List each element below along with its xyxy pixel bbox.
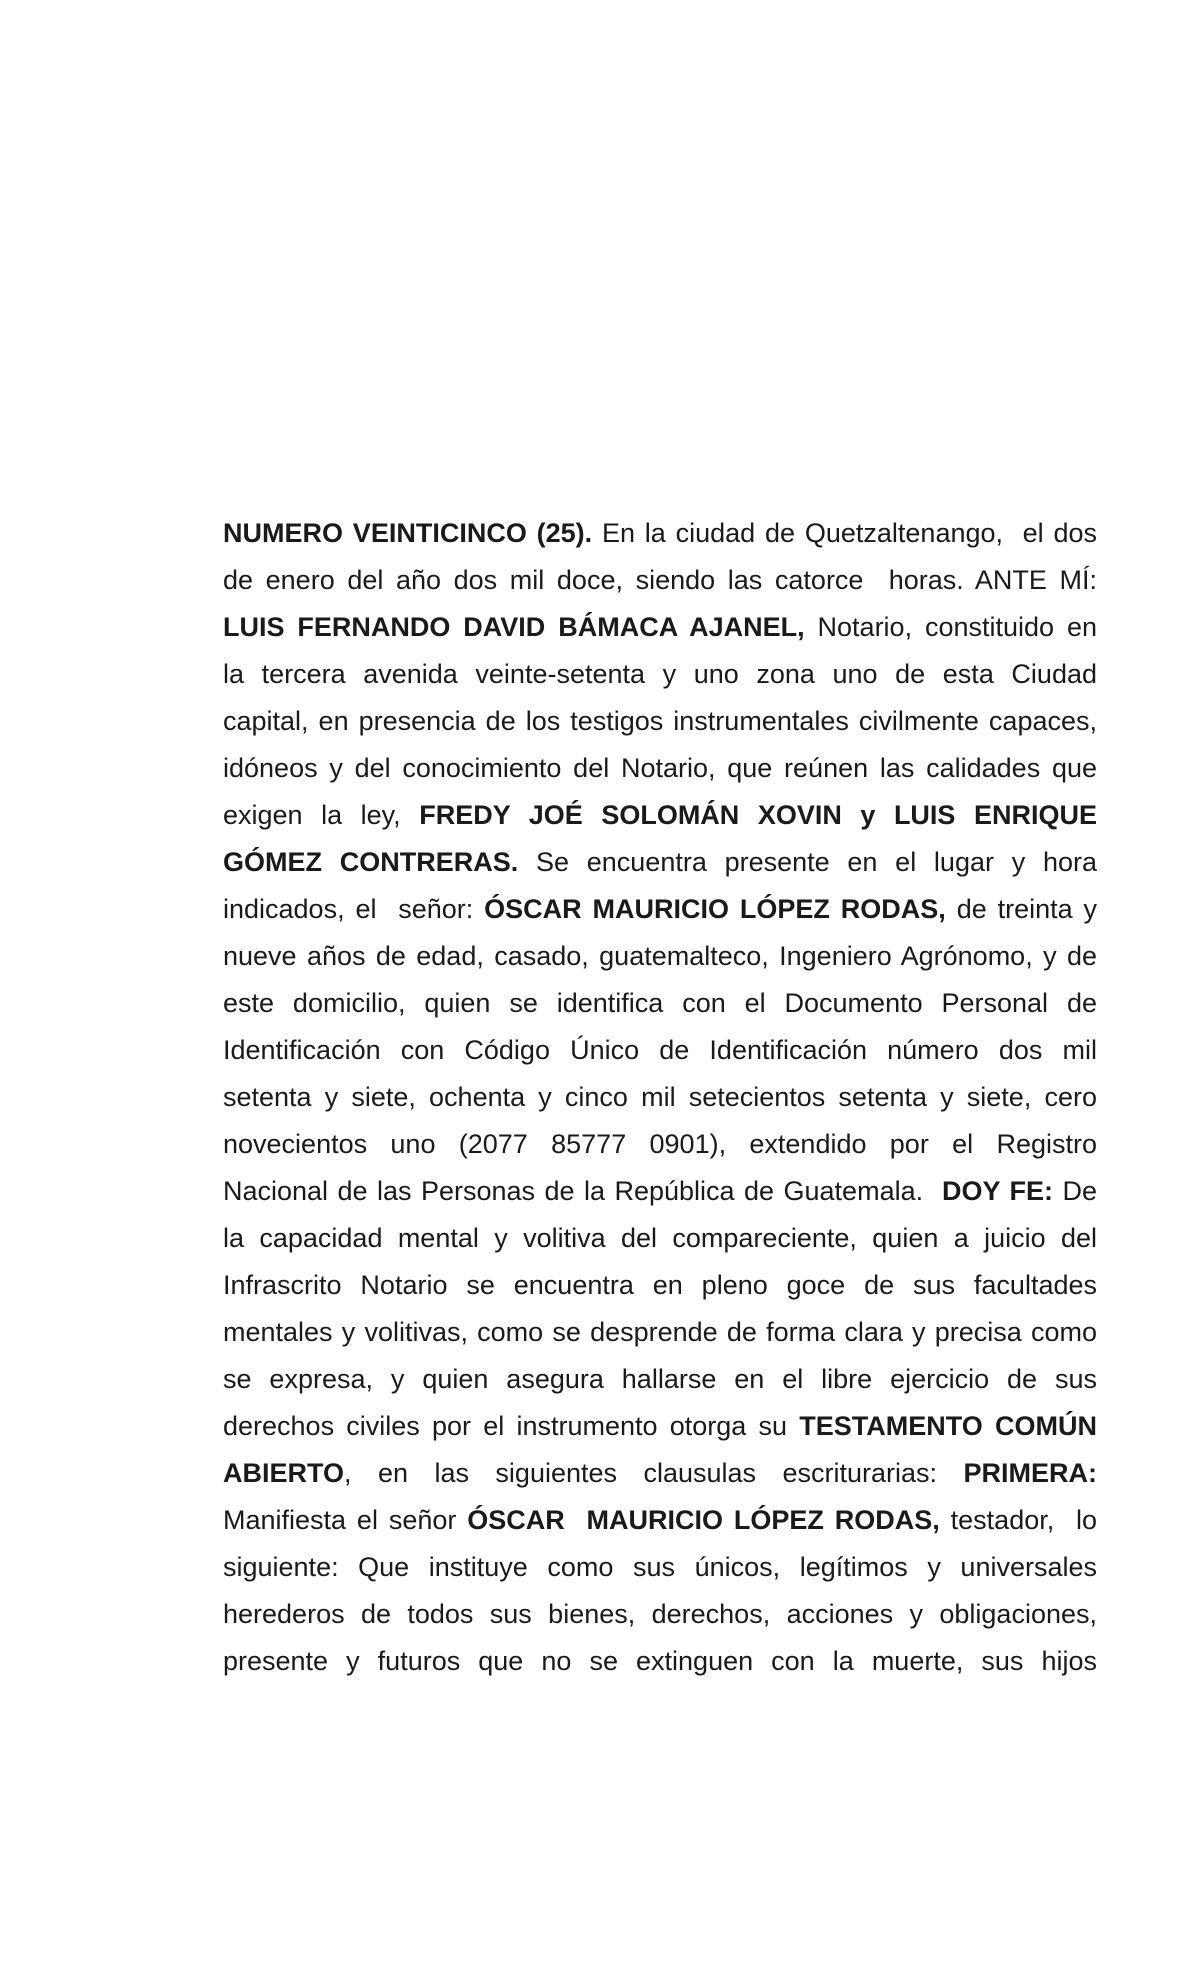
- text-run: mentales y volitivas, como se desprende de forma clara y precisa como: [223, 1317, 1097, 1347]
- text-run: la capacidad mental y volitiva del compareciente, quien a juicio del: [223, 1223, 1097, 1253]
- document-line: [223, 1544, 1097, 1591]
- bold-text-run: NUMERO VEINTICINCO (25).: [223, 518, 593, 548]
- document-line: [223, 745, 1097, 792]
- document-line: [223, 604, 1097, 651]
- text-run: indicados, el señor:: [223, 894, 485, 924]
- document-line: [223, 1121, 1097, 1168]
- document-line: [223, 698, 1097, 745]
- document-line: [223, 651, 1097, 698]
- document-line: [223, 933, 1097, 980]
- document-line: [223, 1591, 1097, 1638]
- document-line: [223, 510, 1097, 557]
- text-run: siguiente: Que instituye como sus únicos, legítimos y universales: [223, 1552, 1097, 1582]
- text-run: testador, lo: [939, 1505, 1098, 1535]
- document-line: [223, 1638, 1097, 1685]
- bold-text-run: FREDY JOÉ SOLOMÁN XOVIN y LUIS ENRIQUE: [419, 800, 1097, 830]
- document-line: [223, 839, 1097, 886]
- document-line: [223, 557, 1097, 604]
- text-run: idóneos y del conocimiento del Notario, que reúnen las calidades que: [223, 753, 1097, 783]
- text-run: este domicilio, quien se identifica con el Documento Personal de: [223, 988, 1097, 1018]
- bold-text-run: ÓSCAR MAURICIO LÓPEZ RODAS,: [467, 1505, 940, 1535]
- text-run: novecientos uno (2077 85777 0901), extendido por el Registro: [223, 1129, 1097, 1159]
- text-run: Identificación con Código Único de Identificación número dos mil: [223, 1035, 1097, 1065]
- text-run: Notario, constituido en: [804, 612, 1097, 642]
- text-run: la tercera avenida veinte-setenta y uno zona uno de esta Ciudad: [223, 659, 1097, 689]
- text-run: Nacional de las Personas de la República de Guatemala.: [223, 1176, 943, 1206]
- text-run: nueve años de edad, casado, guatemalteco, Ingeniero Agrónomo, y de: [223, 941, 1097, 971]
- bold-text-run: ÓSCAR MAURICIO LÓPEZ RODAS,: [484, 894, 946, 924]
- text-run: capital, en presencia de los testigos instrumentales civilmente capaces,: [223, 706, 1097, 736]
- text-run: , en las siguientes clausulas escriturarias:: [344, 1458, 964, 1488]
- text-run: herederos de todos sus bienes, derechos, acciones y obligaciones,: [223, 1599, 1097, 1629]
- text-run: exigen la ley,: [223, 800, 420, 830]
- text-run: de treinta y: [945, 894, 1098, 924]
- bold-text-run: GÓMEZ CONTRERAS.: [223, 847, 519, 877]
- document-line: [223, 1027, 1097, 1074]
- document-line: [223, 792, 1097, 839]
- text-run: Se encuentra presente en el lugar y hora: [518, 847, 1097, 877]
- text-run: De: [1053, 1176, 1097, 1206]
- text-run: presente y futuros que no se extinguen con la muerte, sus hijos: [223, 1646, 1097, 1676]
- bold-text-run: ABIERTO: [223, 1458, 345, 1488]
- text-run: se expresa, y quien asegura hallarse en el libre ejercicio de sus: [223, 1364, 1097, 1394]
- text-run: Infrascrito Notario se encuentra en pleno goce de sus facultades: [223, 1270, 1097, 1300]
- document-line: [223, 1356, 1097, 1403]
- document-line: [223, 980, 1097, 1027]
- document-line: [223, 1074, 1097, 1121]
- document-line: [223, 1215, 1097, 1262]
- text-run: Manifiesta el señor: [223, 1505, 468, 1535]
- bold-text-run: LUIS FERNANDO DAVID BÁMACA AJANEL,: [223, 612, 805, 642]
- document-line: [223, 1168, 1097, 1215]
- document-line: [223, 1262, 1097, 1309]
- bold-text-run: PRIMERA:: [963, 1458, 1097, 1488]
- text-run: setenta y siete, ochenta y cinco mil setecientos setenta y siete, cero: [223, 1082, 1097, 1112]
- text-run: En la ciudad de Quetzaltenango, el dos: [592, 518, 1097, 548]
- document-line: [223, 1497, 1097, 1544]
- notarial-deed-text: [223, 510, 1097, 1685]
- document-line: [223, 886, 1097, 933]
- text-run: de enero del año dos mil doce, siendo las catorce horas. ANTE MÍ:: [223, 565, 1097, 595]
- document-line: [223, 1309, 1097, 1356]
- bold-text-run: DOY FE:: [942, 1176, 1054, 1206]
- document-line: [223, 1403, 1097, 1450]
- bold-text-run: TESTAMENTO COMÚN: [799, 1411, 1097, 1441]
- text-run: derechos civiles por el instrumento otorga su: [223, 1411, 800, 1441]
- document-line: [223, 1450, 1097, 1497]
